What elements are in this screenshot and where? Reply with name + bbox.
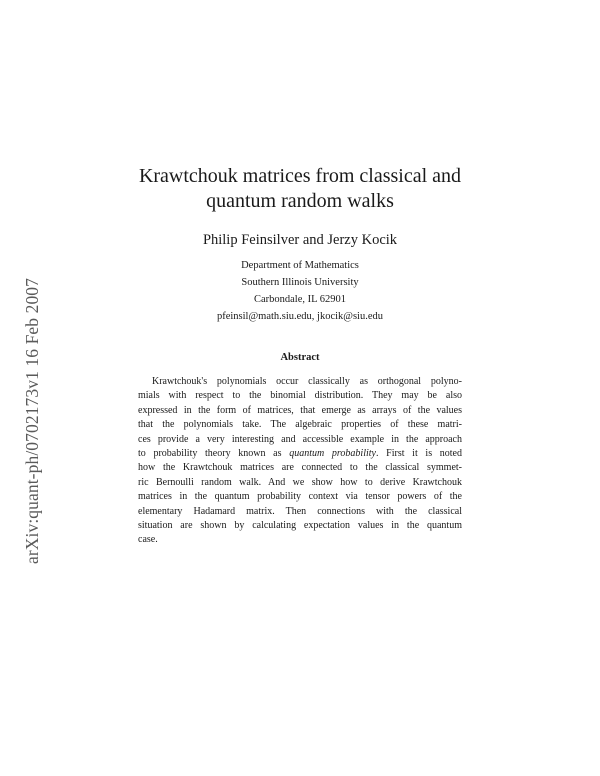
abstract-line: expressed in the form of matrices, that emerge as arrays of the values — [138, 404, 462, 416]
affiliation-block — [0, 257, 600, 325]
department: Department of Mathematics — [241, 260, 359, 271]
abstract-body — [138, 375, 462, 548]
abstract-line: ces provide a very interesting and accessible example in the approach — [138, 433, 462, 445]
paper-title — [0, 164, 600, 214]
abstract-heading: Abstract — [280, 352, 320, 363]
abstract-line-with-emphasis — [138, 447, 462, 461]
authors: Philip Feinsilver and Jerzy Kocik — [202, 232, 398, 248]
title-line-2: quantum random walks — [206, 190, 394, 212]
emails: pfeinsil@math.siu.edu, jkocik@siu.edu — [216, 311, 384, 322]
abstract-line: mials with respect to the binomial distribution. They may be also — [138, 390, 462, 402]
abstract-line: how the Krawtchouk matrices are connected to the classical symmet- — [138, 462, 462, 474]
title-line-1: Krawtchouk matrices from classical and — [138, 165, 462, 187]
abstract-line: ric Bernoulli random walk. And we show how to derive Krawtchouk — [138, 476, 462, 488]
university: Southern Illinois University — [241, 277, 359, 288]
abstract-line: Krawtchouk's polynomials occur classically as orthogonal polyno- — [152, 376, 462, 387]
abstract-line: matrices in the quantum probability context via tensor powers of the — [138, 491, 462, 503]
abstract-line: elementary Hadamard matrix. Then connections with the classical — [138, 505, 462, 517]
emphasized-term: quantum probability — [289, 448, 376, 460]
abstract-line: situation are shown by calculating expectation values in the quantum — [138, 520, 462, 532]
abstract-line: that the polynomials take. The algebraic properties of these matri- — [138, 419, 462, 431]
arxiv-identifier: arXiv:quant-ph/0702173v1 16 Feb 2007 — [22, 277, 42, 564]
abstract-line: case. — [138, 534, 158, 546]
abstract-text: . First it is noted — [375, 448, 462, 460]
location: Carbondale, IL 62901 — [253, 294, 347, 305]
abstract-text: to probability theory known as — [138, 448, 290, 460]
